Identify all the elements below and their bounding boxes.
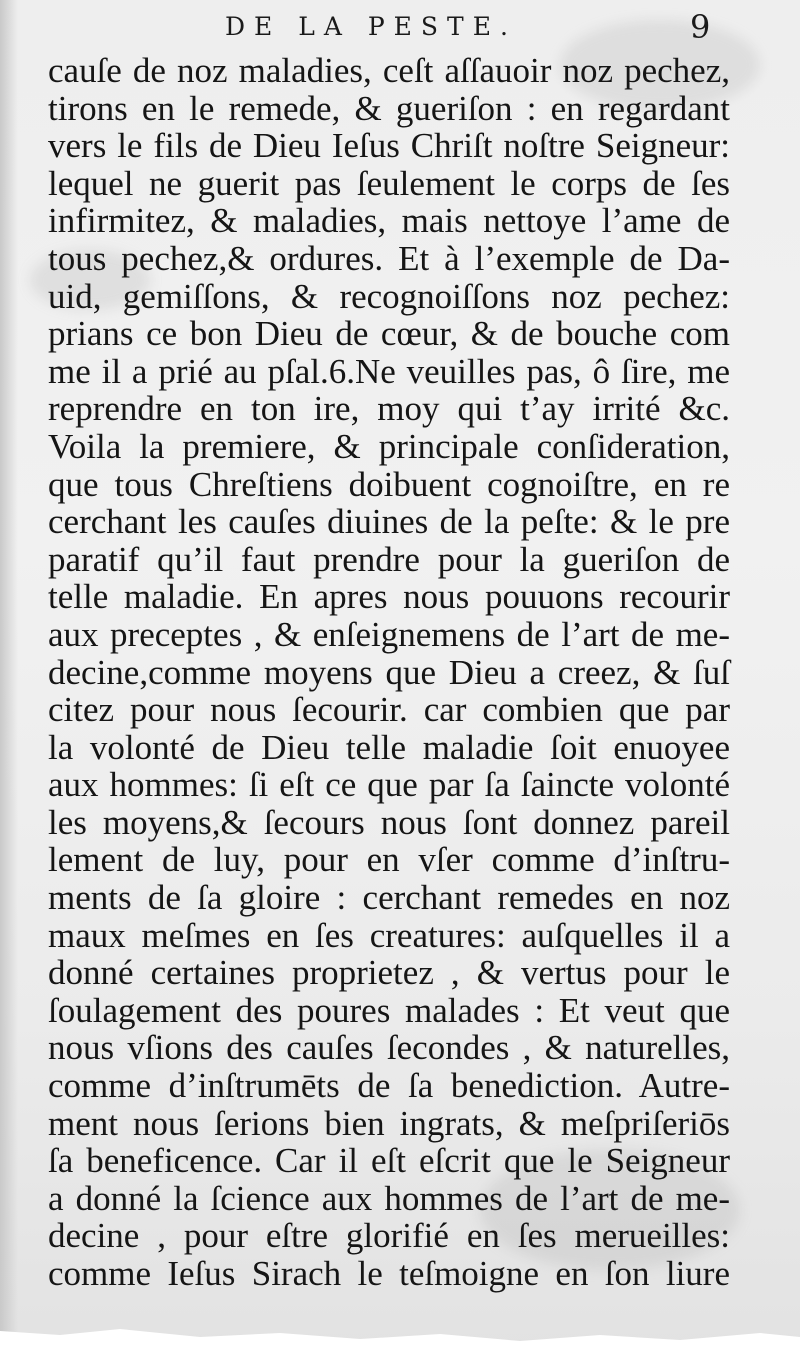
text-line: cerchant les cauſes diuines de la peſte: & le pre — [48, 502, 730, 542]
text-line: comme d’inſtrumēts de ſa benediction. Autre- — [48, 1066, 730, 1106]
text-line: infirmitez, & maladies, mais nettoye l’ame de — [48, 201, 730, 241]
torn-page-edge — [0, 1271, 800, 1361]
page-number: 9 — [690, 8, 711, 46]
text-line: les moyens,& ſecours nous ſont donnez pareil — [48, 802, 730, 842]
text-line: citez pour nous ſecourir. car combien que par — [48, 690, 730, 730]
text-line: vers le fils de Dieu Ieſus Chriſt noſtre Seigneur: — [48, 126, 730, 166]
text-line: telle maladie. En apres nous pouuons recourir — [48, 577, 730, 617]
text-line: ments de ſa gloire : cerchant remedes en noz — [48, 878, 730, 918]
text-line: ſoulagement des poures malades : Et veut que — [48, 990, 730, 1030]
running-title: DE LA PESTE. — [225, 12, 517, 41]
text-line: ment nous ſerions bien ingrats, & meſpriſeriōs — [48, 1103, 730, 1143]
text-line: nous vſions des cauſes ſecondes , & naturelles, — [48, 1028, 730, 1068]
text-line: prians ce bon Dieu de cœur, & de bouche com — [48, 314, 730, 354]
text-line: a donné la ſcience aux hommes de l’art de me- — [48, 1178, 730, 1218]
text-line: tous pechez,& ordures. Et à l’exemple de Da- — [48, 238, 730, 278]
text-line: tirons en le remede, & gueriſon : en regardant — [48, 88, 730, 128]
text-line: reprendre en ton ire, moy qui t’ay irrité &c. — [48, 389, 730, 429]
page-edge-shadow — [0, 0, 18, 1361]
text-line: cauſe de noz maladies, ceſt aſſauoir noz pechez, — [48, 51, 730, 90]
text-line: me il a prié au pſal.6.Ne veuilles pas, ô ſire, me — [48, 351, 730, 391]
text-line: maux meſmes en ſes creatures: auſquelles il a — [48, 915, 730, 955]
text-line: aux preceptes , & enſeignemens de l’art de me- — [48, 614, 730, 654]
text-line: paratif qu’il faut prendre pour la gueriſon de — [48, 539, 730, 579]
text-line: Voila la premiere, & principale conſideration, — [48, 426, 730, 466]
text-line: donné certaines proprietez , & vertus pour le — [48, 953, 730, 993]
text-line: lement de luy, pour en vſer comme d’inſtru- — [48, 840, 730, 880]
text-line: aux hommes: ſi eſt ce que par ſa ſaincte volonté — [48, 765, 730, 805]
text-line: lequel ne guerit pas ſeulement le corps de ſes — [48, 163, 730, 203]
text-line: comme Ieſus Sirach le teſmoigne en ſon liure — [48, 1254, 730, 1293]
text-line: uid, gemiſſons, & recognoiſſons noz pechez: — [48, 276, 730, 316]
text-line: ſa beneficence. Car il eſt eſcrit que le Seigneur — [48, 1141, 730, 1181]
text-line: la volonté de Dieu telle maladie ſoit enuoyee — [48, 727, 730, 767]
text-line: que tous Chreſtiens doibuent cognoiſtre, en re — [48, 464, 730, 504]
text-line: decine,comme moyens que Dieu a creez, & ſuſ — [48, 652, 730, 692]
running-head — [0, 4, 800, 44]
body-text — [48, 52, 730, 1293]
text-line: decine , pour eſtre glorifié en ſes merueilles: — [48, 1216, 730, 1256]
